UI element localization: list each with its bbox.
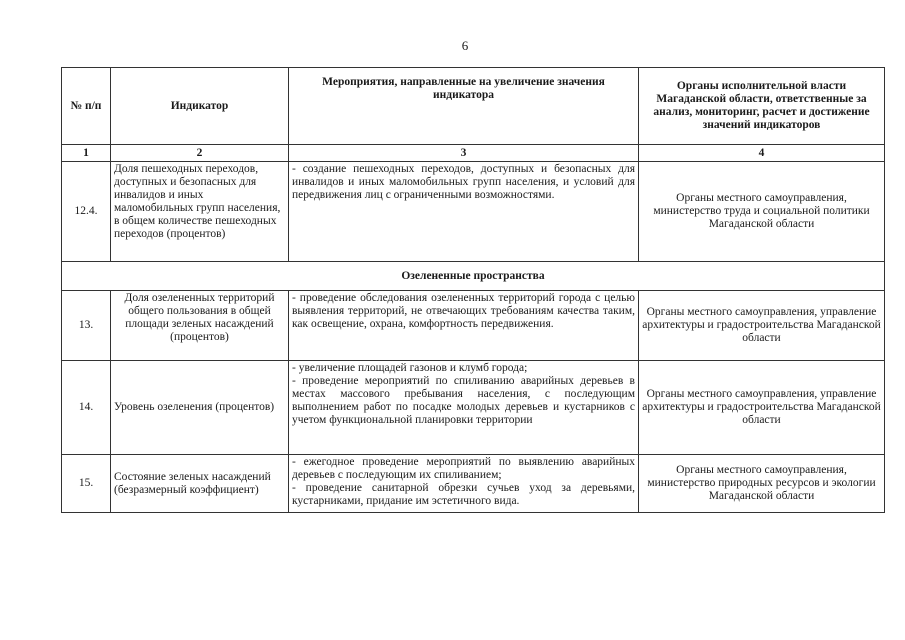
row-authority: Органы местного самоуправления, министерство природных ресурсов и экологии Магаданской области <box>639 455 885 513</box>
row-measures <box>289 361 639 455</box>
table-row <box>62 291 885 361</box>
row-indicator: Доля озелененных территорий общего пользования в общей площади зеленых насаждений (процентов) <box>111 291 289 361</box>
page-number: 6 <box>461 38 469 53</box>
row-indicator: Уровень озеленения (процентов) <box>111 361 289 455</box>
header-authority: Органы исполнительной власти Магаданской области, ответственные за анализ, мониторинг, расчет и достижение значений индикаторов <box>639 68 885 145</box>
row-authority: Органы местного самоуправления, управление архитектуры и градостроительства Магаданской области <box>639 291 885 361</box>
row-measures: - создание пешеходных переходов, доступных и безопасных для инвалидов и иных маломобильных групп населения, и условий для передвижения лиц с ограниченными возможностями. <box>289 162 639 262</box>
column-number: 4 <box>639 145 885 162</box>
row-num: 14. <box>62 361 111 455</box>
row-measures: - проведение обследования озелененных территорий города с целью выявления территорий, не отвечающих требованиям качества таким, как освещение, охрана, комфортность передвижения. <box>289 291 639 361</box>
column-number: 2 <box>111 145 289 162</box>
row-indicator: Доля пешеходных переходов, доступных и безопасных для инвалидов и иных маломобильных групп населения, в общем количестве пешеходных переходов (процентов) <box>111 162 289 262</box>
row-authority: Органы местного самоуправления, министерство труда и социальной политики Магаданской области <box>639 162 885 262</box>
table-row <box>62 162 885 262</box>
header-num: № п/п <box>62 68 111 145</box>
section-title: Озелененные пространства <box>62 262 885 291</box>
header-measures: Мероприятия, направленные на увеличение значения индикатора <box>289 68 639 145</box>
indicators-table <box>61 67 885 513</box>
section-row <box>62 262 885 291</box>
measure-line: - увеличение площадей газонов и клумб города; <box>292 362 528 374</box>
table-row <box>62 455 885 513</box>
header-indicator: Индикатор <box>111 68 289 145</box>
row-authority: Органы местного самоуправления, управление архитектуры и градостроительства Магаданской области <box>639 361 885 455</box>
row-num: 12.4. <box>62 162 111 262</box>
row-num: 15. <box>62 455 111 513</box>
row-indicator: Состояние зеленых насаждений (безразмерный коэффициент) <box>111 455 289 513</box>
table-header-row <box>62 68 885 145</box>
measure-line: - проведение санитарной обрезки сучьев уход за деревьями, кустарниками, придание им эстетичного вида. <box>292 482 635 507</box>
column-number: 3 <box>289 145 639 162</box>
table-row <box>62 361 885 455</box>
column-number-row <box>62 145 885 162</box>
column-number: 1 <box>62 145 111 162</box>
row-num: 13. <box>62 291 111 361</box>
measure-line: - ежегодное проведение мероприятий по выявлению аварийных деревьев с последующим их спиливанием; <box>292 456 635 481</box>
measure-line: - проведение мероприятий по спиливанию аварийных деревьев в местах массового пребывания населения, с последующим выполнением работ по посадке молодых деревьев и кустарников с учетом функциональной планировки территории <box>292 375 635 426</box>
row-measures <box>289 455 639 513</box>
